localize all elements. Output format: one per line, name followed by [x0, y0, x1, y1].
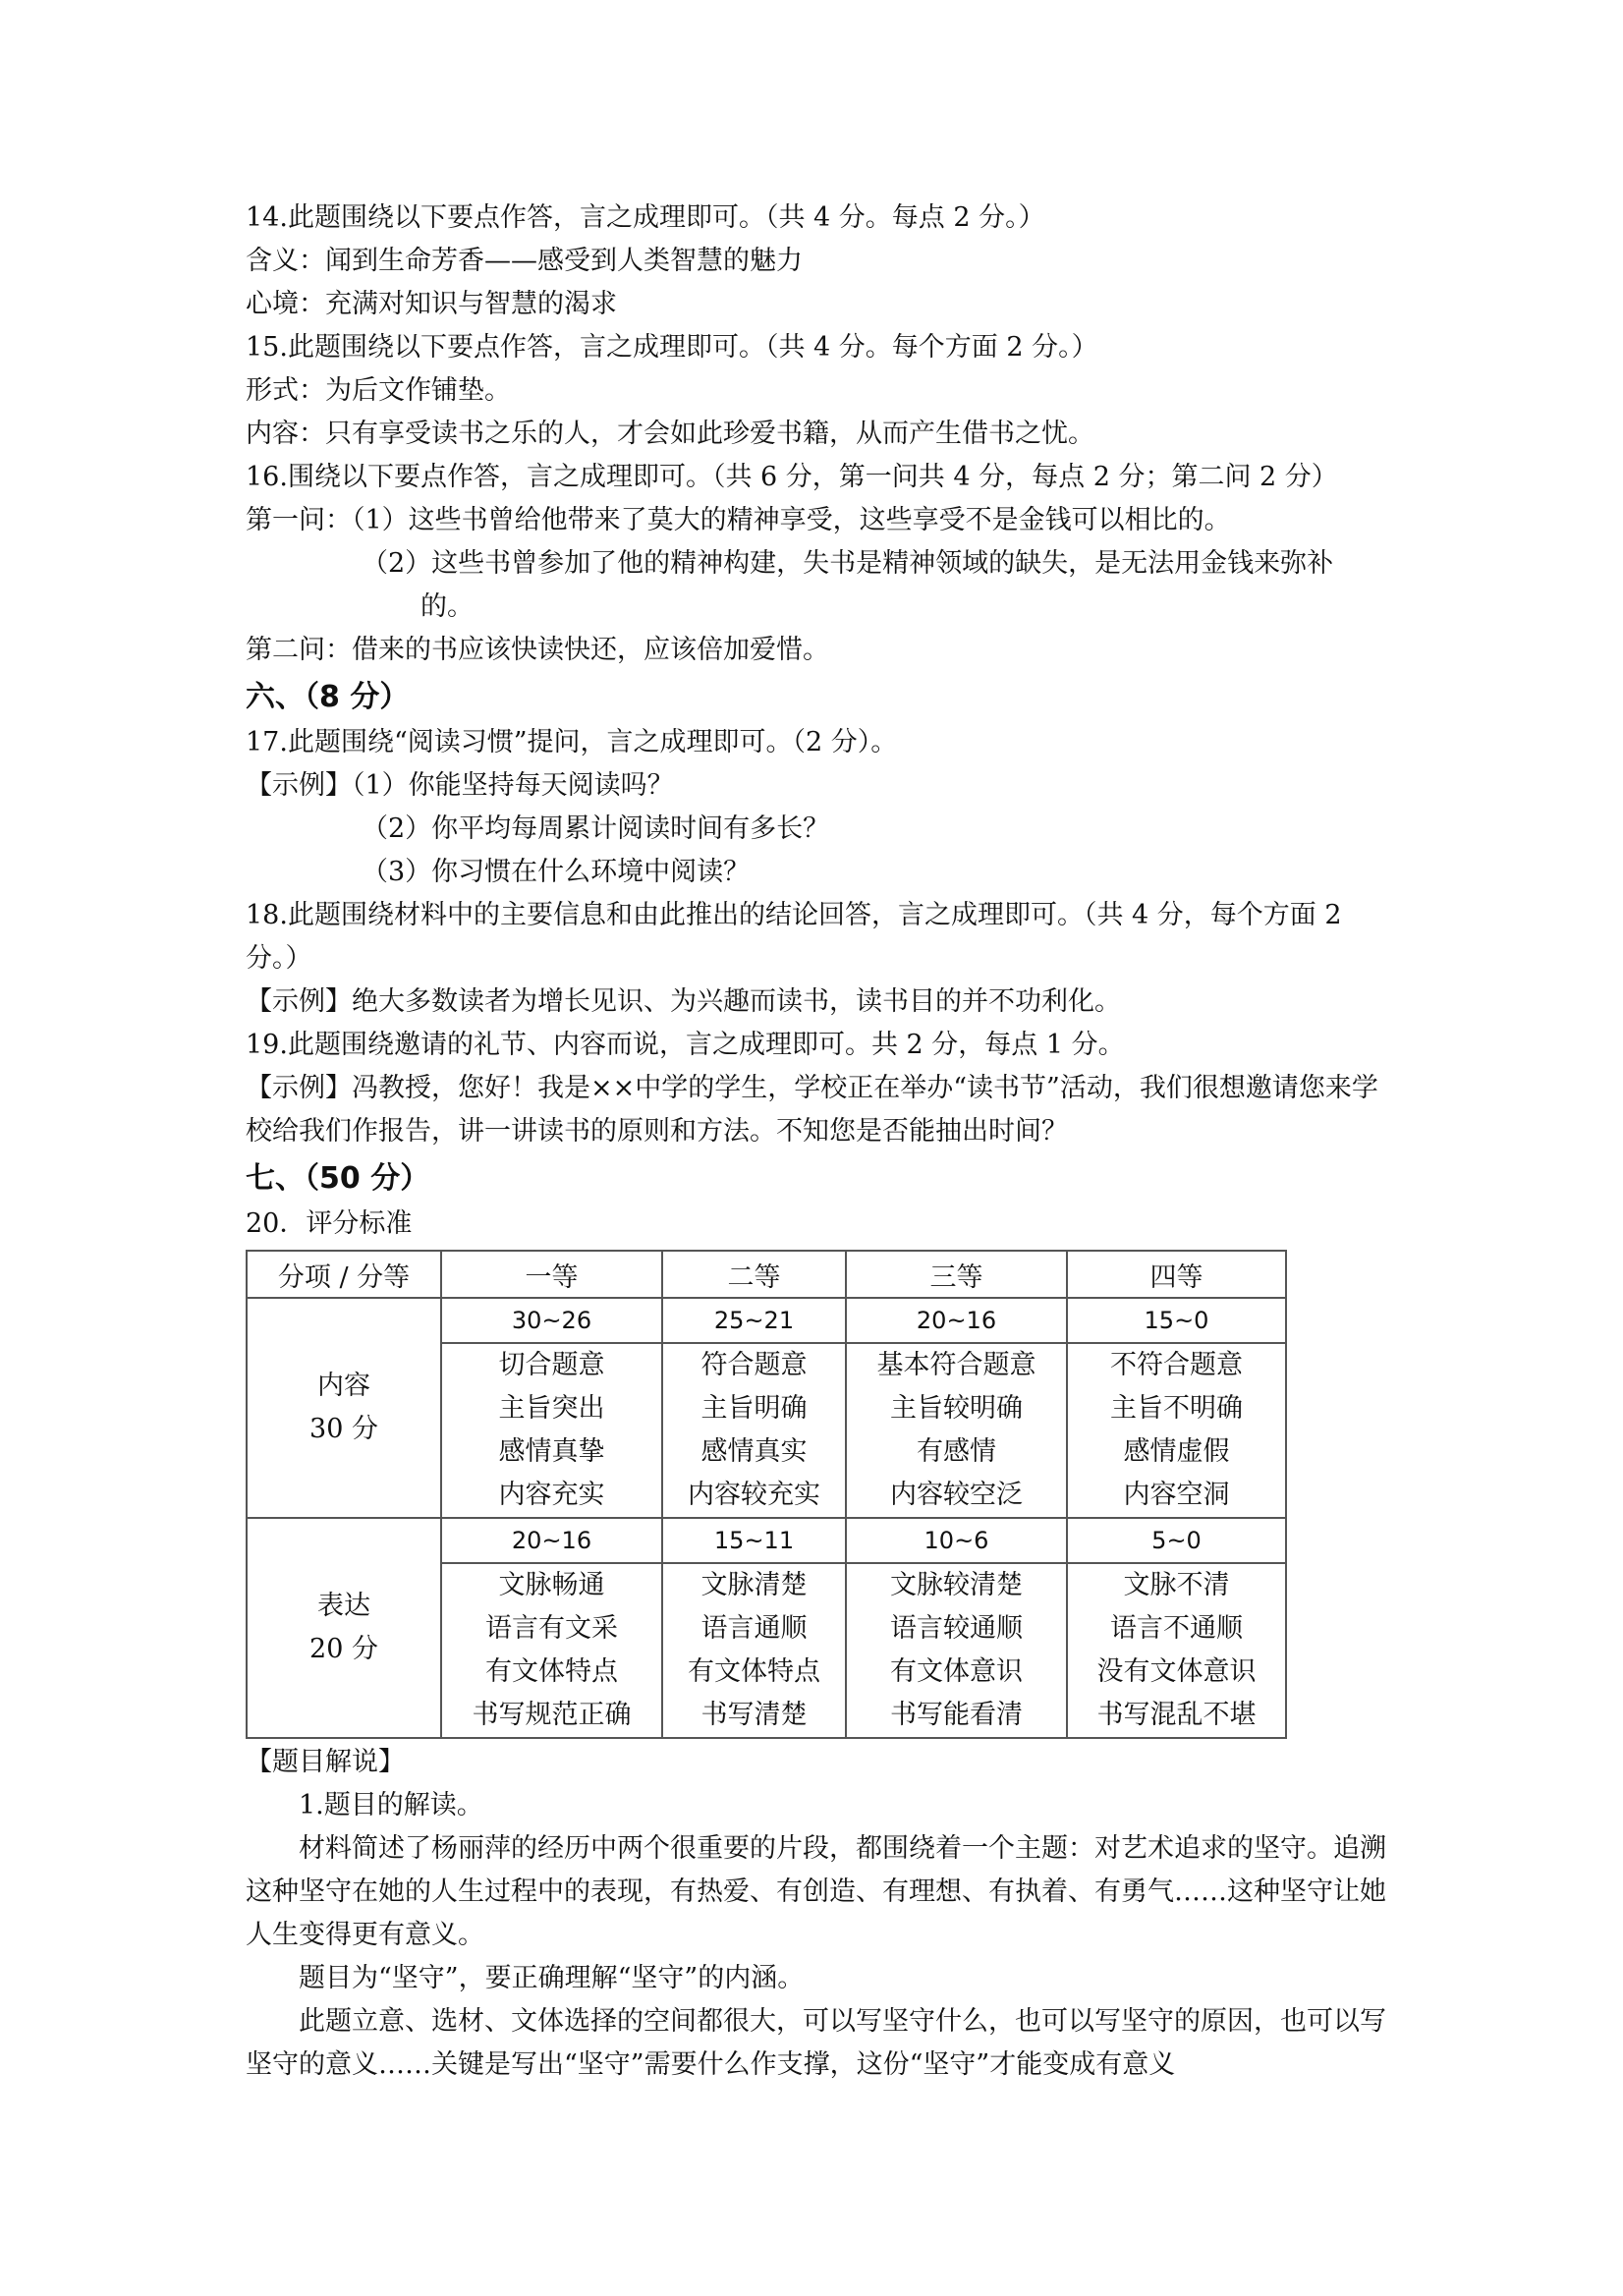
grade-header: 四等: [1067, 1251, 1286, 1298]
content-score-row: [247, 1298, 1286, 1343]
criterion: 有文体意识: [890, 1656, 1023, 1687]
criterion: 文脉畅通: [498, 1570, 605, 1600]
topic-explanation-heading: 【题目解说】: [246, 1747, 405, 1777]
grade-header: 三等: [846, 1251, 1067, 1298]
criteria-cell: [441, 1343, 662, 1518]
criterion: 主旨较明确: [890, 1393, 1023, 1424]
q16-first-question-point2: （2）这些书曾参加了他的精神构建，失书是精神领域的缺失，是无法用金钱来弥补: [362, 548, 1334, 579]
q15-form: 形式：为后文作铺垫。: [246, 375, 511, 406]
criterion: 没有文体意识: [1096, 1656, 1257, 1687]
criterion: 书写规范正确: [472, 1700, 632, 1730]
criterion: 基本符合题意: [876, 1350, 1036, 1380]
criteria-cell: [662, 1563, 846, 1738]
criterion: 内容空洞: [1123, 1480, 1230, 1510]
criterion: 内容充实: [498, 1480, 605, 1510]
grading-table: [246, 1250, 1287, 1739]
q16-heading: 16.围绕以下要点作答，言之成理即可。（共 6 分，第一问共 4 分，每点 2 分；第二问 2 分）: [246, 462, 1338, 492]
q20-heading: 20．评分标准: [246, 1208, 413, 1239]
criterion: 有文体特点: [485, 1656, 618, 1687]
criterion: 文脉清楚: [700, 1570, 808, 1600]
criterion: 主旨突出: [498, 1393, 605, 1424]
criterion: 语言不通顺: [1110, 1613, 1243, 1644]
criteria-cell: [1067, 1343, 1286, 1518]
criteria-cell: [846, 1563, 1067, 1738]
criteria-cell: [846, 1343, 1067, 1518]
q17-example-3: （3）你习惯在什么环境中阅读？: [362, 857, 751, 887]
q17-example-1: 【示例】（1）你能坚持每天阅读吗？: [246, 770, 674, 801]
score-range: 15~0: [1067, 1298, 1286, 1343]
criteria-cell: [1067, 1563, 1286, 1738]
expression-points: 20 分: [309, 1634, 378, 1664]
q14-heading: 14.此题围绕以下要点作答，言之成理即可。（共 4 分。每点 2 分。）: [246, 202, 1045, 233]
q14-meaning: 含义：闻到生命芳香——感受到人类智慧的魅力: [246, 246, 803, 276]
q15-heading: 15.此题围绕以下要点作答，言之成理即可。（共 4 分。每个方面 2 分。）: [246, 332, 1098, 363]
criteria-cell: [662, 1343, 846, 1518]
criterion: 符合题意: [700, 1350, 808, 1380]
section-seven-heading: 七、（50 分）: [246, 1161, 430, 1196]
content-points: 30 分: [309, 1414, 378, 1444]
content-label: 内容: [317, 1371, 370, 1401]
score-range: 15~11: [662, 1518, 846, 1563]
criterion: 书写清楚: [700, 1700, 808, 1730]
criterion: 书写能看清: [890, 1700, 1023, 1730]
q18-heading: 18.此题围绕材料中的主要信息和由此推出的结论回答，言之成理即可。（共 4 分，每个方面 2 分。）: [246, 900, 1342, 974]
score-range: 20~16: [846, 1298, 1067, 1343]
expression-label: 表达: [317, 1591, 370, 1621]
criterion: 内容较充实: [688, 1480, 820, 1510]
q17-example-2: （2）你平均每周累计阅读时间有多长？: [362, 813, 830, 844]
grade-header: 二等: [662, 1251, 846, 1298]
answer-page: [246, 196, 1400, 2087]
criterion: 语言较通顺: [890, 1613, 1023, 1644]
criterion: 语言通顺: [700, 1613, 808, 1644]
criterion: 书写混乱不堪: [1096, 1700, 1257, 1730]
content-row-label: [247, 1298, 441, 1518]
explanation-paragraph: 题目为“坚守”，要正确理解“坚守”的内涵。: [299, 1963, 805, 1993]
score-range: 10~6: [846, 1518, 1067, 1563]
criterion: 有文体特点: [688, 1656, 820, 1687]
criterion: 不符合题意: [1110, 1350, 1243, 1380]
criterion: 语言有文采: [485, 1613, 618, 1644]
q19-example: 【示例】冯教授，您好！我是××中学的学生，学校正在举办“读书节”活动，我们很想邀请您来学校给我们作报告，讲一讲读书的原则和方法。不知您是否能抽出时间？: [246, 1073, 1378, 1147]
q15-content: 内容：只有享受读书之乐的人，才会如此珍爱书籍，从而产生借书之忧。: [246, 419, 1094, 449]
explanation-paragraph: 材料简述了杨丽萍的经历中两个很重要的片段，都围绕着一个主题：对艺术追求的坚守。追溯这种坚守在她的人生过程中的表现，有热爱、有创造、有理想、有执着、有勇气……这种坚守让她人生变得更有意义。: [246, 1833, 1386, 1950]
q19-heading: 19.此题围绕邀请的礼节、内容而说，言之成理即可。共 2 分，每点 1 分。: [246, 1030, 1125, 1060]
criterion: 内容较空泛: [890, 1480, 1023, 1510]
topic-explanation-subheading: 1.题目的解读。: [299, 1790, 483, 1820]
q16-first-question-point2-cont: 的。: [420, 591, 474, 622]
expression-score-row: [247, 1518, 1286, 1563]
grading-table-header-row: [247, 1251, 1286, 1298]
criterion: 有感情: [917, 1436, 996, 1467]
score-range: 5~0: [1067, 1518, 1286, 1563]
criterion: 文脉不清: [1123, 1570, 1230, 1600]
score-range: 20~16: [441, 1518, 662, 1563]
expression-row-label: [247, 1518, 441, 1738]
grade-header: 一等: [441, 1251, 662, 1298]
explanation-paragraph: 此题立意、选材、文体选择的空间都很大，可以写坚守什么，也可以写坚守的原因，也可以写坚守的意义……关键是写出“坚守”需要什么作支撑，这份“坚守”才能变成有意义: [246, 2006, 1386, 2080]
criterion: 感情真实: [700, 1436, 808, 1467]
q18-example: 【示例】绝大多数读者为增长见识、为兴趣而读书，读书目的并不功利化。: [246, 986, 1121, 1017]
criteria-cell: [441, 1563, 662, 1738]
score-range: 25~21: [662, 1298, 846, 1343]
q17-heading: 17.此题围绕“阅读习惯”提问，言之成理即可。（2 分）。: [246, 727, 898, 757]
criterion: 主旨不明确: [1110, 1393, 1243, 1424]
q16-second-question: 第二问：借来的书应该快读快还，应该倍加爱惜。: [246, 635, 829, 665]
criterion: 感情虚假: [1123, 1436, 1230, 1467]
q16-first-question-point1: 第一问：（1）这些书曾给他带来了莫大的精神享受，这些享受不是金钱可以相比的。: [246, 505, 1231, 535]
criterion: 文脉较清楚: [890, 1570, 1023, 1600]
score-range: 30~26: [441, 1298, 662, 1343]
criterion: 主旨明确: [700, 1393, 808, 1424]
criterion: 感情真挚: [498, 1436, 605, 1467]
q14-mood: 心境：充满对知识与智慧的渴求: [246, 289, 617, 319]
section-six-heading: 六、（8 分）: [246, 680, 410, 714]
criterion: 切合题意: [498, 1350, 605, 1380]
table-corner-cell: 分项 / 分等: [247, 1251, 441, 1298]
